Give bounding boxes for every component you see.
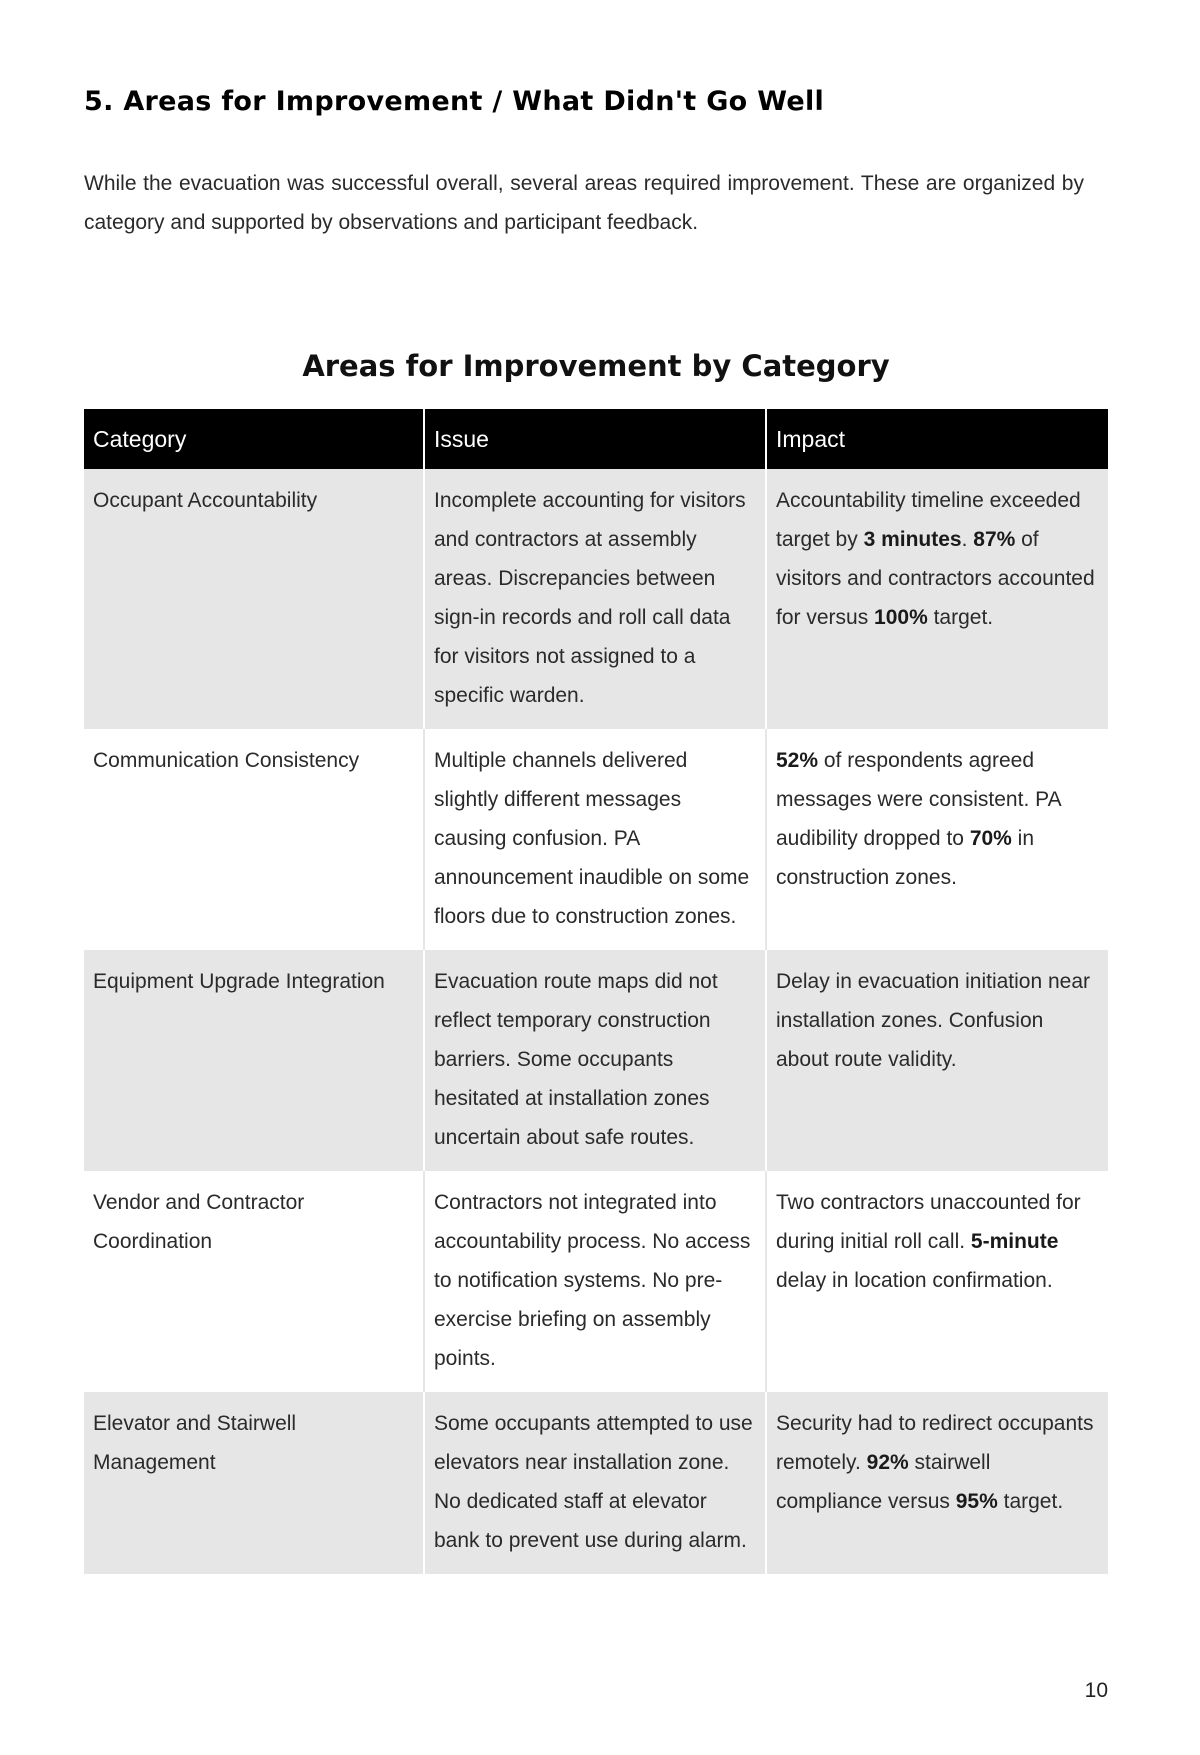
impact-cell <box>766 729 1108 950</box>
impact-text: in construction zones. <box>776 827 1035 889</box>
impact-cell <box>766 1171 1108 1392</box>
category-cell: Vendor and Contractor Coordination <box>84 1171 424 1392</box>
impact-text: of visitors and contractors accounted for versus <box>776 528 1095 629</box>
impact-text: stairwell compliance versus <box>776 1451 991 1513</box>
issue-cell: Multiple channels delivered slightly different messages causing confusion. PA announcement inaudible on some floors due to construction zones. <box>424 729 766 950</box>
impact-text: of respondents agreed messages were consistent. PA audibility dropped to <box>776 749 1061 850</box>
table-row <box>84 1392 1108 1574</box>
table-row <box>84 729 1108 950</box>
impact-text: . <box>961 528 974 551</box>
impact-highlight: 87% <box>973 528 1016 551</box>
intro-paragraph: While the evacuation was successful overall, several areas required improvement. These are organized by category and supported by observations and participant feedback. <box>84 172 1084 234</box>
issue-cell: Contractors not integrated into accountability process. No access to notification systems. No pre-exercise briefing on assembly points. <box>424 1171 766 1392</box>
impact-text: target. <box>927 606 994 629</box>
impact-highlight: 70% <box>969 827 1012 850</box>
impact-highlight: 3 minutes <box>863 528 962 551</box>
impact-text: Two contractors unaccounted for during initial roll call. <box>776 1191 1081 1253</box>
issue-cell: Evacuation route maps did not reflect temporary construction barriers. Some occupants hesitated at installation zones uncertain about safe routes. <box>424 950 766 1171</box>
impact-cell <box>766 1392 1108 1574</box>
table-row <box>84 950 1108 1171</box>
impact-highlight: 95% <box>955 1490 998 1513</box>
table-title: Areas for Improvement by Category <box>302 349 890 383</box>
category-cell: Occupant Accountability <box>84 469 424 729</box>
page-number: 10 <box>1084 1679 1108 1702</box>
impact-text: target. <box>997 1490 1064 1513</box>
header-issue: Issue <box>424 409 766 469</box>
category-cell: Communication Consistency <box>84 729 424 950</box>
impact-cell <box>766 469 1108 729</box>
impact-highlight: 92% <box>866 1451 909 1474</box>
impact-highlight: 100% <box>874 606 928 629</box>
header-impact: Impact <box>766 409 1108 469</box>
header-category: Category <box>84 409 424 469</box>
section-heading: 5. Areas for Improvement / What Didn't Go Well <box>84 86 825 117</box>
improvement-table <box>84 409 1108 1574</box>
table-row <box>84 1171 1108 1392</box>
impact-cell <box>766 950 1108 1171</box>
impact-text: Accountability timeline exceeded target by <box>776 489 1081 551</box>
table-row <box>84 469 1108 729</box>
impact-text: Security had to redirect occupants remotely. <box>776 1412 1094 1474</box>
impact-text: Delay in evacuation initiation near installation zones. Confusion about route validity. <box>776 970 1091 1071</box>
issue-cell: Some occupants attempted to use elevators near installation zone. No dedicated staff at elevator bank to prevent use during alarm. <box>424 1392 766 1574</box>
impact-text: delay in location confirmation. <box>776 1269 1053 1292</box>
category-cell: Elevator and Stairwell Management <box>84 1392 424 1574</box>
impact-highlight: 5-minute <box>970 1230 1059 1253</box>
impact-highlight: 52% <box>776 749 819 772</box>
document-page <box>84 0 1108 1755</box>
table-header-row <box>84 409 1108 469</box>
category-cell: Equipment Upgrade Integration <box>84 950 424 1171</box>
issue-cell: Incomplete accounting for visitors and contractors at assembly areas. Discrepancies between sign-in records and roll call data for visitors not assigned to a specific warden. <box>424 469 766 729</box>
